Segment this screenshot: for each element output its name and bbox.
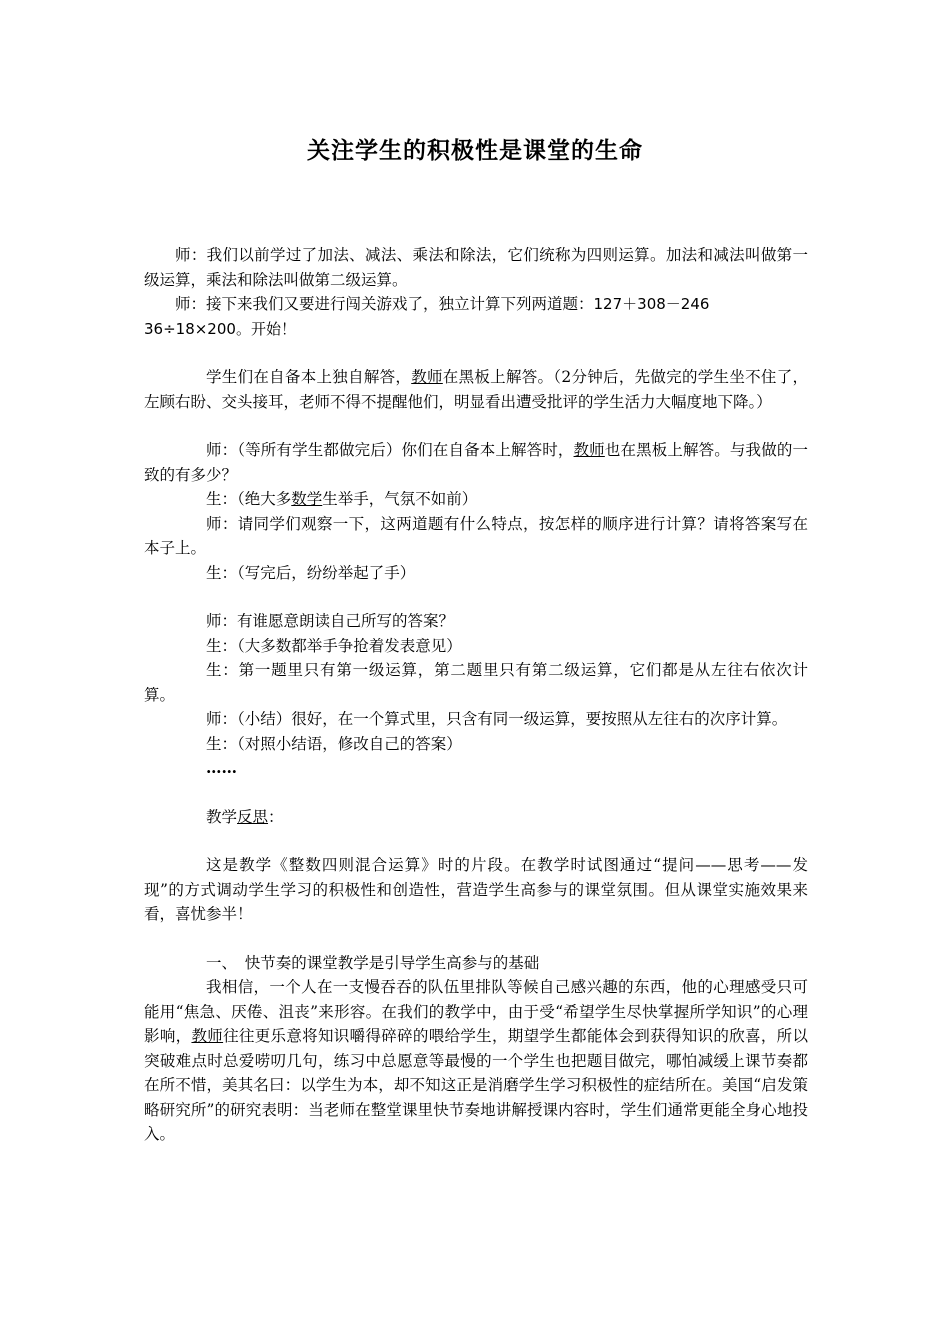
paragraph-intro <box>144 243 808 292</box>
paragraph-section-one-body <box>144 975 808 1147</box>
paragraph-text: 我相信，一个人在一支慢吞吞的队伍里排队等候自己感兴趣的东西，他的心理感受只可能用“焦急、厌倦、沮丧”来形容。在我们的教学中，由于受“希望学生尽快掌握所学知识”的心理影响， <box>144 978 808 1045</box>
paragraph-text: 在黑板上解答。（2分钟后，先做完的学生坐不住了，左顾右盼、交头接耳，老师不得不提醒他们，明显看出遭受批评的学生活力大幅度地下降。） <box>144 368 808 411</box>
document-body <box>144 243 808 1147</box>
paragraph-student-answer <box>144 658 808 707</box>
paragraph-students-solve <box>144 365 808 414</box>
paragraph-text: 往往更乐意将知识嚼得碎碎的喂给学生，期望学生都能体会到获得知识的欣喜，所以突破难点时总爱唠叨几句，练习中总愿意等最慢的一个学生也把题目做完，哪怕减缓上课节奏都在所不惜，美其名曰：以学生为本，却不知这正是消磨学生学习积极性的症结所在。美国“启发策略研究所”的研究表明：当老师在整堂课里快节奏地讲解授课内容时，学生们通常更能全身心地投入。 <box>144 1027 808 1143</box>
paragraph-text: ： <box>268 807 284 826</box>
underlined-term: 教师 <box>191 1027 224 1045</box>
paragraph-text: 生：（绝大多 <box>206 490 292 508</box>
paragraph-text: 生举手，气氛不如前） <box>322 490 478 508</box>
paragraph-text: 生：第一题里只有第一级运算，第二题里只有第二级运算，它们都是从左往右依次计算。 <box>144 661 808 704</box>
paragraph-text: 教学 <box>206 807 238 826</box>
paragraph-teacher-observe <box>144 512 808 561</box>
underlined-term: 反思 <box>237 807 269 826</box>
paragraph-reflection-intro <box>144 853 808 927</box>
math-expression-1: 127＋308－246 <box>593 295 710 313</box>
ellipsis-line <box>144 756 808 781</box>
paragraph-teacher-ask-read <box>144 609 808 634</box>
section-heading-reflection <box>144 805 808 830</box>
paragraph-text: 也在黑板上解答。与我做的一致的有多少？ <box>144 441 808 484</box>
paragraph-student-response <box>144 487 808 512</box>
paragraph-task <box>144 292 808 341</box>
ellipsis: …… <box>206 758 237 777</box>
document-title: 关注学生的积极性是课堂的生命 <box>307 138 643 164</box>
paragraph-student-revise <box>144 732 808 757</box>
underlined-term: 教师 <box>411 368 443 386</box>
paragraph-student-eager <box>144 634 808 659</box>
paragraph-text: 师：接下来我们又要进行闯关游戏了，独立计算下列两道题： <box>175 295 594 313</box>
section-heading-one <box>144 951 808 976</box>
underlined-term: 数学 <box>291 490 323 508</box>
paragraph-text: 一、 快节奏的课堂教学是引导学生高参与的基础 <box>206 953 540 972</box>
paragraph-text: 生：（大多数都举手争抢着发表意见） <box>206 636 462 655</box>
paragraph-teacher-summary <box>144 707 808 732</box>
paragraph-text: 生：（对照小结语，修改自己的答案） <box>206 734 462 753</box>
paragraph-text: 学生们在自备本上独自解答， <box>206 368 412 386</box>
paragraph-text: 生：（写完后，纷纷举起了手） <box>206 563 416 582</box>
paragraph-text: 师：我们以前学过了加法、减法、乘法和除法，它们统称为四则运算。加法和减法叫做第一级运算，乘法和除法叫做第二级运算。 <box>144 246 808 289</box>
paragraph-text: 师：（等所有学生都做完后）你们在自备本上解答时， <box>206 441 574 459</box>
paragraph-text: 师：请同学们观察一下，这两道题有什么特点，按怎样的顺序进行计算？请将答案写在本子上。 <box>144 514 808 557</box>
paragraph-teacher-question <box>144 438 808 487</box>
paragraph-text: 师：（小结）很好，在一个算式里，只含有同一级运算，要按照从左往右的次序计算。 <box>206 710 788 728</box>
paragraph-text: 这是教学《整数四则混合运算》时的片段。在教学时试图通过“提问——思考——发现”的方式调动学生学习的积极性和创造性，营造学生高参与的课堂氛围。但从课堂实施效果来看，喜忧参半！ <box>144 856 808 923</box>
paragraph-student-raise-hands <box>144 561 808 586</box>
paragraph-text: 师：有谁愿意朗读自己所写的答案？ <box>206 612 455 630</box>
math-expression-2: 36÷18×200。开始！ <box>144 319 296 338</box>
underlined-term: 教师 <box>573 441 605 459</box>
